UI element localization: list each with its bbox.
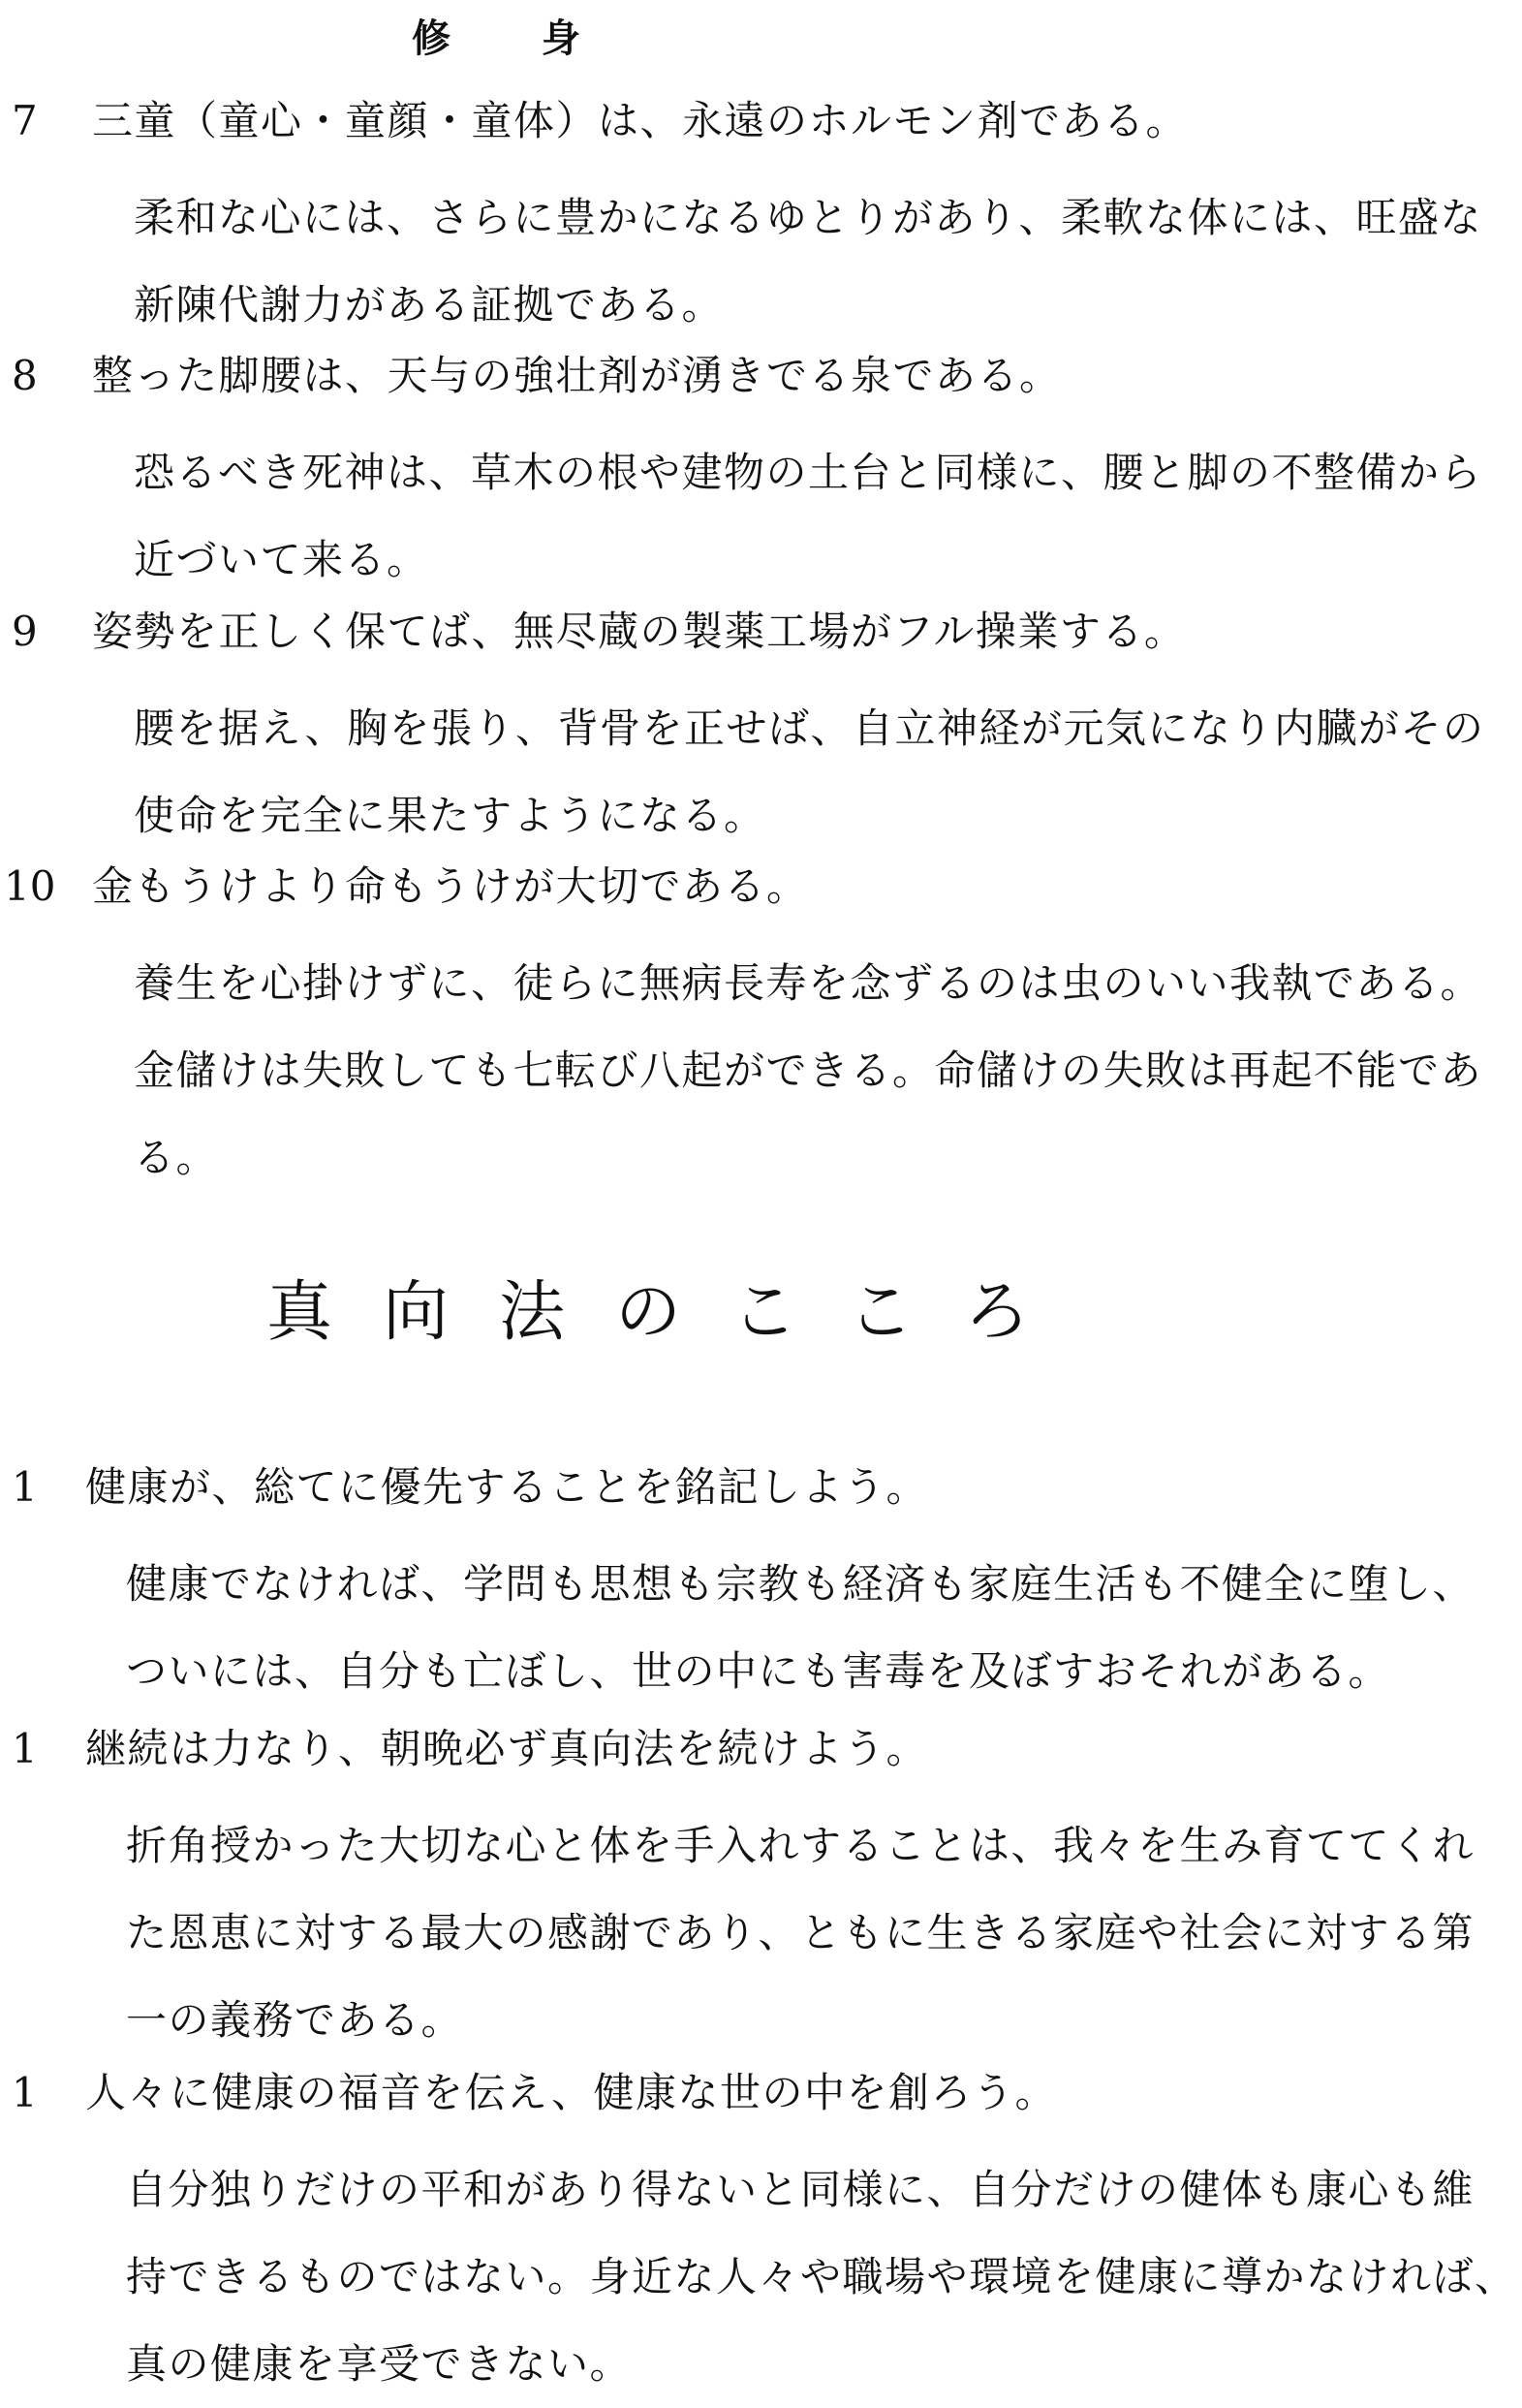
- item-lead: 姿勢を正しく保てば、無尽蔵の製薬工場がフル操業する。: [92, 608, 1187, 655]
- item-lead: 金もうけより命もうけが大切である。: [92, 862, 809, 910]
- item-body-line: 金儲けは失敗しても七転び八起ができる。命儲けの失敗は再起不能であ: [134, 1047, 1483, 1094]
- item-body-line: 新陳代謝力がある証拠である。: [134, 281, 725, 328]
- item-body: [134, 940, 1509, 1202]
- item-number: 1: [12, 2069, 38, 2116]
- item-body-line: 近づいて来る。: [134, 536, 429, 583]
- item-body-line: 真の健康を享受できない。: [126, 2340, 633, 2388]
- section-title-shushin: 修 身: [412, 16, 619, 61]
- item-lead: 整った脚腰は、天与の強壮剤が湧きでる泉である。: [92, 352, 1062, 399]
- item-body-line: 柔和な心には、さらに豊かになるゆとりがあり、柔軟な体には、旺盛な: [134, 194, 1483, 241]
- item-body-line: 自分独りだけの平和があり得ないと同様に、自分だけの健体も康心も維: [126, 2166, 1475, 2213]
- item-body-line: 折角授かった大切な心と体を手入れすることは、我々を生み育ててくれ: [126, 1822, 1475, 1869]
- item-body-line: ついには、自分も亡ぼし、世の中にも害毒を及ぼすおそれがある。: [126, 1647, 1391, 1695]
- item-body: [134, 429, 1509, 604]
- item-body-line: 一の義務である。: [126, 1996, 464, 2044]
- item-body-line: 恐るべき死神は、草木の根や建物の土台と同様に、腰と脚の不整備から: [134, 449, 1483, 496]
- item-lead: 継続は力なり、朝晩必ず真向法を続けよう。: [85, 1725, 929, 1772]
- item-body-line: る。: [134, 1134, 219, 1181]
- item-number: 1: [12, 1463, 38, 1511]
- item-lead: 人々に健康の福音を伝え、健康な世の中を創ろう。: [85, 2069, 1058, 2116]
- item-body-line: 腰を据え、胸を張り、背骨を正せば、自立神経が元気になり内臓がその: [134, 704, 1485, 752]
- item-number: 7: [12, 97, 38, 144]
- item-body-line: 使命を完全に果たすようになる。: [134, 792, 766, 839]
- item-body: [126, 1802, 1502, 2064]
- item-body: [126, 1541, 1502, 1715]
- item-lead: 健康が、総てに優先することを銘記しよう。: [85, 1463, 929, 1511]
- item-body: [134, 685, 1509, 860]
- item-number: 1: [12, 1725, 38, 1772]
- item-number: 10: [4, 862, 56, 910]
- item-lead: 三童（童心・童顔・童体）は、永遠のホルモン剤である。: [92, 97, 1189, 144]
- item-body-line: 養生を心掛けずに、徒らに無病長寿を念ずるのは虫のいい我執である。: [134, 959, 1483, 1007]
- item-body-line: 持できるものではない。身近な人々や職場や環境を健康に導かなければ、: [126, 2253, 1517, 2300]
- item-number: 8: [12, 352, 38, 399]
- item-body: [126, 2146, 1517, 2408]
- item-body-line: た恩恵に対する最大の感謝であり、ともに生きる家庭や社会に対する第: [126, 1909, 1475, 1956]
- item-body-line: 健康でなければ、学問も思想も宗教も経済も家庭生活も不健全に堕し、: [126, 1560, 1475, 1608]
- section-title-makkoho: 真向法のこころ: [266, 1274, 1081, 1351]
- item-body: [134, 174, 1509, 349]
- item-number: 9: [12, 608, 38, 655]
